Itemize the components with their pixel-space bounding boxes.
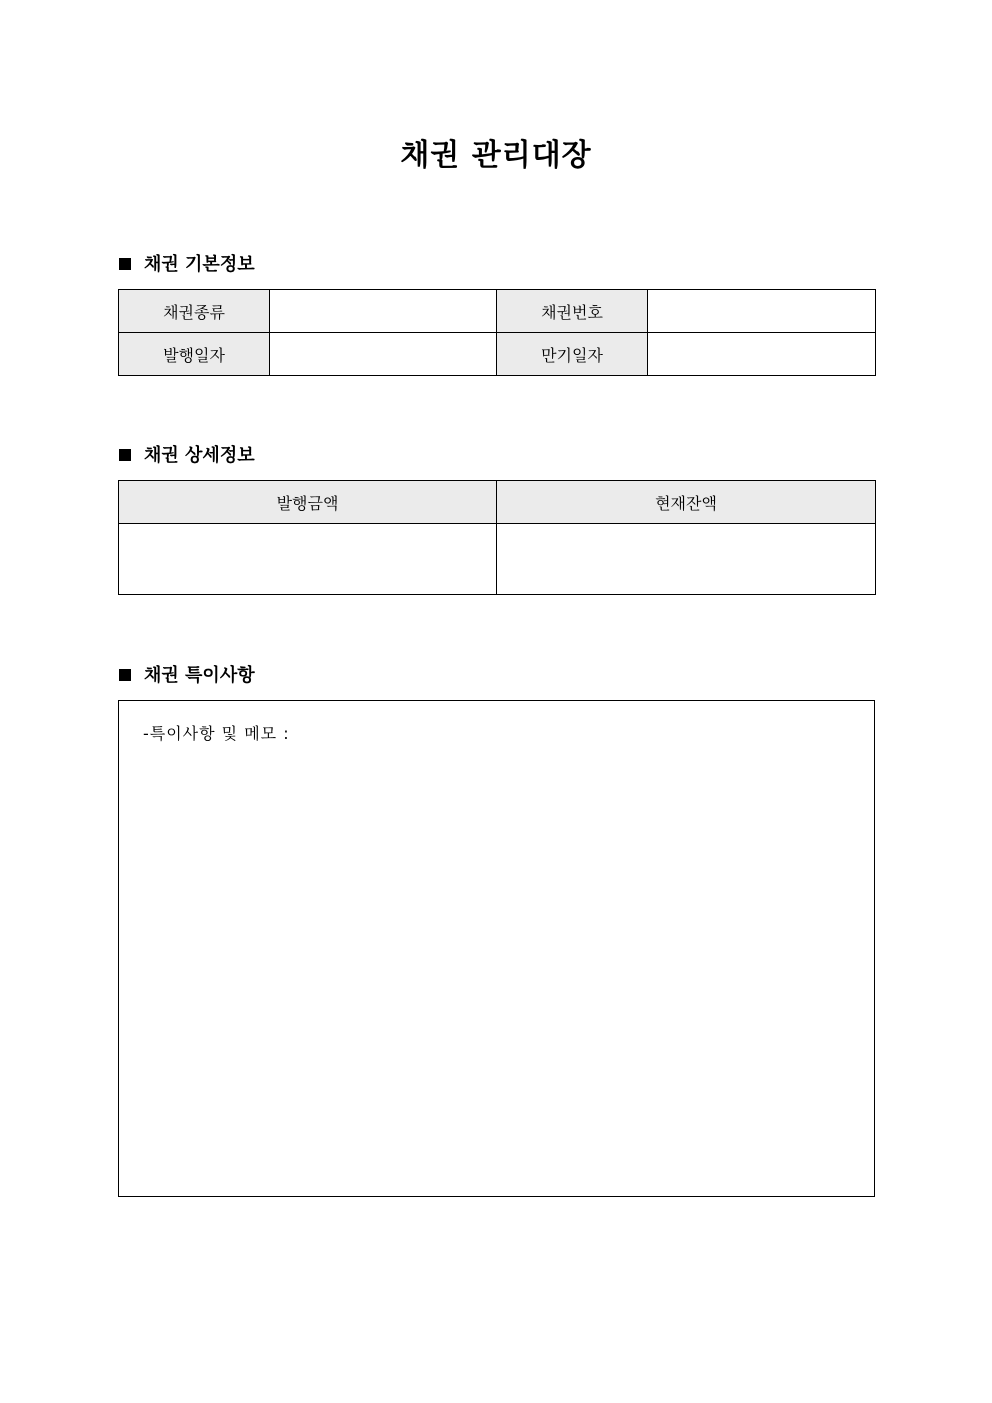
section-heading-special-notes bbox=[119, 663, 255, 689]
current-balance-field[interactable] bbox=[497, 524, 876, 595]
black-square-icon bbox=[119, 258, 131, 270]
issue-amount-field[interactable] bbox=[119, 524, 497, 595]
section-heading-label: 채권 상세정보 bbox=[144, 445, 255, 466]
table-row bbox=[119, 333, 876, 376]
basic-info-table bbox=[118, 289, 876, 376]
current-balance-label: 현재잔액 bbox=[497, 481, 876, 524]
table-row bbox=[119, 290, 876, 333]
table-row bbox=[119, 524, 876, 595]
page-title: 채권 관리대장 bbox=[400, 138, 592, 173]
notes-memo-label: -특이사항 및 메모 : bbox=[143, 724, 290, 743]
bond-number-field[interactable] bbox=[648, 290, 876, 333]
black-square-icon bbox=[119, 449, 131, 461]
section-heading-detail-info bbox=[119, 443, 255, 469]
issue-date-label: 발행일자 bbox=[119, 333, 270, 376]
section-heading-label: 채권 기본정보 bbox=[144, 254, 255, 275]
section-heading-label: 채권 특이사항 bbox=[144, 665, 255, 686]
table-header-row bbox=[119, 481, 876, 524]
section-heading-basic-info bbox=[119, 252, 255, 278]
detail-info-table bbox=[118, 480, 876, 595]
maturity-date-label: 만기일자 bbox=[497, 333, 648, 376]
bond-type-field[interactable] bbox=[270, 290, 497, 333]
bond-type-label: 채권종류 bbox=[119, 290, 270, 333]
black-square-icon bbox=[119, 669, 131, 681]
special-notes-box[interactable] bbox=[118, 700, 875, 1197]
issue-amount-label: 발행금액 bbox=[119, 481, 497, 524]
bond-number-label: 채권번호 bbox=[497, 290, 648, 333]
issue-date-field[interactable] bbox=[270, 333, 497, 376]
maturity-date-field[interactable] bbox=[648, 333, 876, 376]
